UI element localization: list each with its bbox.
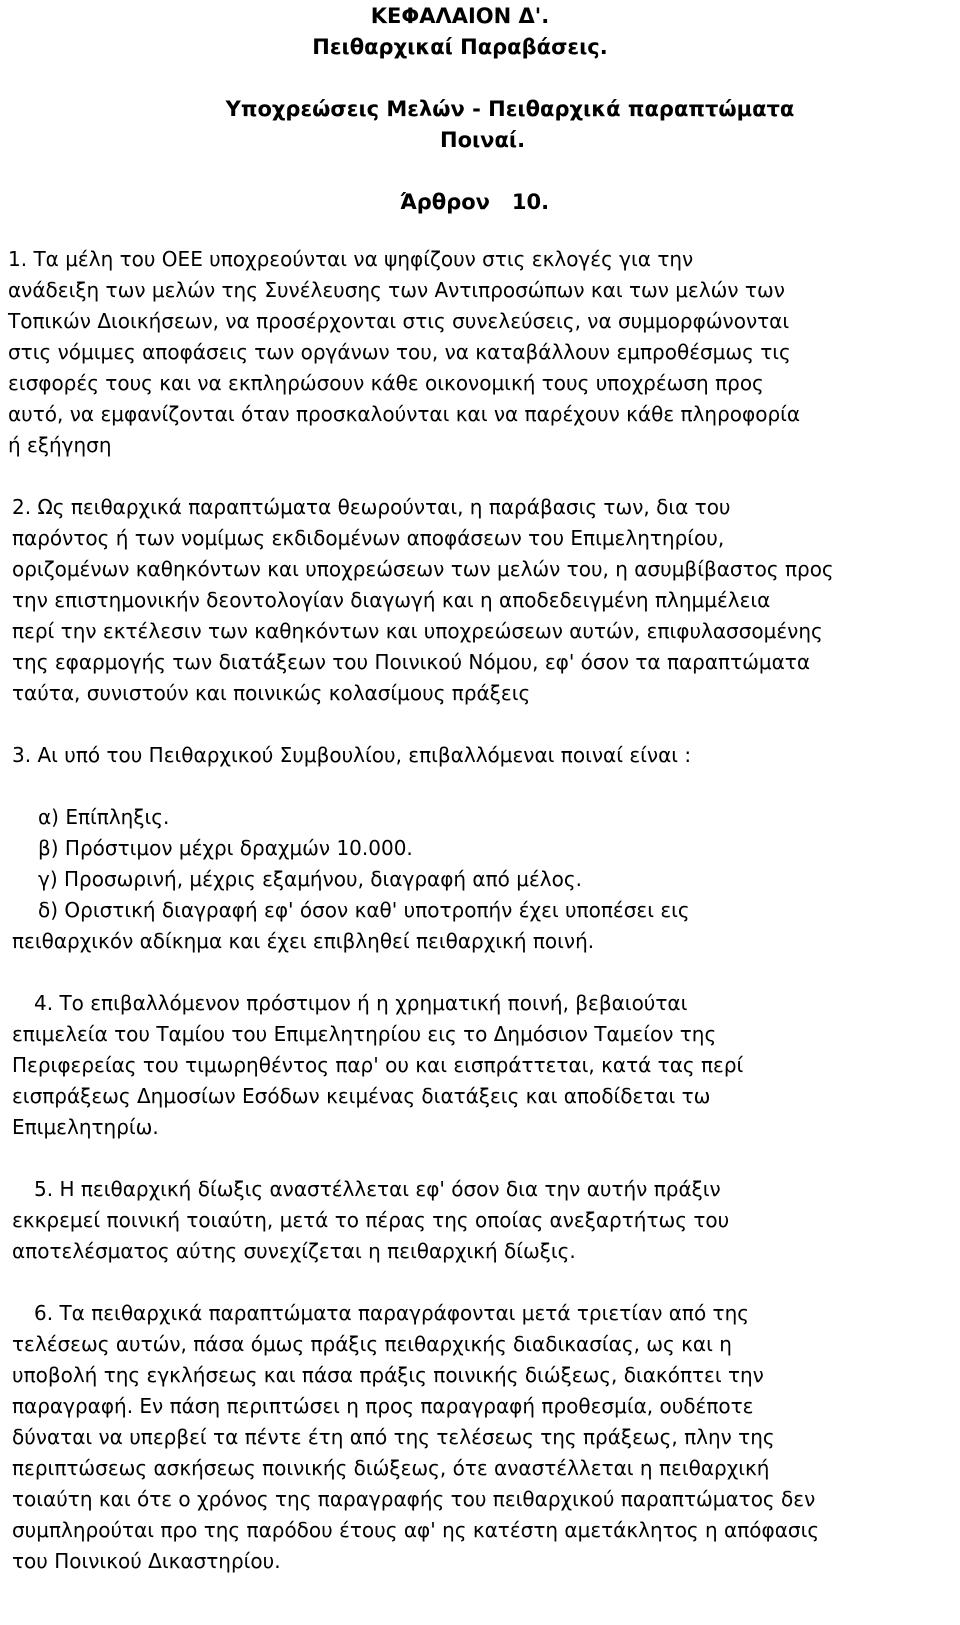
paragraph-line: Περιφερείας του τιμωρηθέντος παρ' ου και εισπράττεται, κατά τας περί [12,1053,744,1077]
list-item: α) Επίπληξις. [38,805,170,829]
paragraph-line: εκκρεμεί ποινική τοιαύτη, μετά το πέρας της οποίας ανεξαρτήτως του [12,1208,730,1232]
paragraph-line: παρόντος ή των νομίμως εκδιδομένων αποφάσεων του Επιμελητηρίου, [12,526,725,550]
paragraph-line: 1. Τα μέλη του ΟΕΕ υποχρεούνται να ψηφίζουν στις εκλογές για την [8,247,694,271]
paragraph-line: ή εξήγηση [8,433,112,457]
paragraph-line: αυτό, να εμφανίζονται όταν προσκαλούνται και να παρέχουν κάθε πληροφορία [8,402,801,426]
paragraph-line: υποβολή της εγκλήσεως και πάσα πράξις ποινικής διώξεως, διακόπτει την [12,1363,764,1387]
paragraph-line: επιμελεία του Ταμίου του Επιμελητηρίου εις το Δημόσιον Ταμείον της [12,1022,717,1046]
paragraph-line: 5. Η πειθαρχική δίωξις αναστέλλεται εφ' όσον δια την αυτήν πράξιν [34,1177,721,1201]
paragraph-line: συμπληρούται προ της παρόδου έτους αφ' ης κατέστη αμετάκλητος η απόφασις [12,1518,820,1542]
paragraph-line: 6. Τα πειθαρχικά παραπτώματα παραγράφονται μετά τριετίαν από της [34,1301,749,1325]
paragraph-line: 3. Αι υπό του Πειθαρχικού Συμβουλίου, επιβαλλόμεναι ποιναί είναι : [12,743,692,767]
paragraph-line: πειθαρχικόν αδίκημα και έχει επιβληθεί πειθαρχική ποινή. [12,929,595,953]
list-item: γ) Προσωρινή, μέχρις εξαμήνου, διαγραφή από μέλος. [38,867,582,891]
paragraph-line: δύναται να υπερβεί τα πέντε έτη από της τελέσεως της πράξεως, πλην της [12,1425,775,1449]
chapter-heading: ΚΕΦΑΛΑΙΟΝ Δ'. [370,4,550,28]
paragraph-line: οριζομένων καθηκόντων και υποχρεώσεων των μελών του, η ασυμβίβαστος προς [12,557,834,581]
paragraph-line: την επιστημονικήν δεοντολογίαν διαγωγή και η αποδεδειγμένη πλημμέλεια [12,588,771,612]
paragraph-line: αποτελέσματος αύτης συνεχίζεται η πειθαρχική δίωξις. [12,1239,576,1263]
paragraph-line: Επιμελητηρίω. [12,1115,159,1139]
paragraph-line: εισπράξεως Δημοσίων Εσόδων κειμένας διατάξεις και αποδίδεται τω [12,1084,711,1108]
paragraph-line: τελέσεως αυτών, πάσα όμως πράξις πειθαρχικής διαδικασίας, ως και η [12,1332,732,1356]
paragraph-line: εισφορές τους και να εκπληρώσουν κάθε οικονομική τους υποχρέωση προς [8,371,764,395]
paragraph-line: 2. Ως πειθαρχικά παραπτώματα θεωρούνται, η παράβασις των, δια του [12,495,731,519]
paragraph-line: περί την εκτέλεσιν των καθηκόντων και υποχρεώσεων αυτών, επιφυλασσομένης [12,619,823,643]
paragraph-line: ανάδειξη των μελών της Συνέλευσης των Αντιπροσώπων και των μελών των [8,278,785,302]
paragraph-line: περιπτώσεως ασκήσεως ποινικής διώξεως, ότε αναστέλλεται η πειθαρχική [12,1456,770,1480]
paragraph-line: ταύτα, συνιστούν και ποινικώς κολασίμους πράξεις [12,681,531,705]
chapter-title: Πειθαρχικαί Παραβάσεις. [312,35,608,59]
section-title-line-2: Ποιναί. [440,128,526,152]
article-heading: Άρθρον 10. [400,190,550,214]
paragraph-line: Τοπικών Διοικήσεων, να προσέρχονται στις συνελεύσεις, να συμμορφώνονται [8,309,790,333]
paragraph-line: της εφαρμογής των διατάξεων του Ποινικού Νόμου, εφ' όσον τα παραπτώματα [12,650,811,674]
paragraph-line: στις νόμιμες αποφάσεις των οργάνων του, να καταβάλλουν εμπροθέσμως τις [8,340,791,364]
paragraph-line: του Ποινικού Δικαστηρίου. [12,1549,281,1573]
paragraph-line: 4. Το επιβαλλόμενον πρόστιμον ή η χρηματική ποινή, βεβαιούται [34,991,688,1015]
list-item: δ) Οριστική διαγραφή εφ' όσον καθ' υποτροπήν έχει υποπέσει εις [38,898,690,922]
section-title-line-1: Υποχρεώσεις Μελών - Πειθαρχικά παραπτώματα [225,97,795,121]
paragraph-line: τοιαύτη και ότε ο χρόνος της παραγραφής του πειθαρχικού παραπτώματος δεν [12,1487,816,1511]
list-item: β) Πρόστιμον μέχρι δραχμών 10.000. [38,836,413,860]
paragraph-line: παραγραφή. Εν πάση περιπτώσει η προς παραγραφή προθεσμία, ουδέποτε [12,1394,754,1418]
